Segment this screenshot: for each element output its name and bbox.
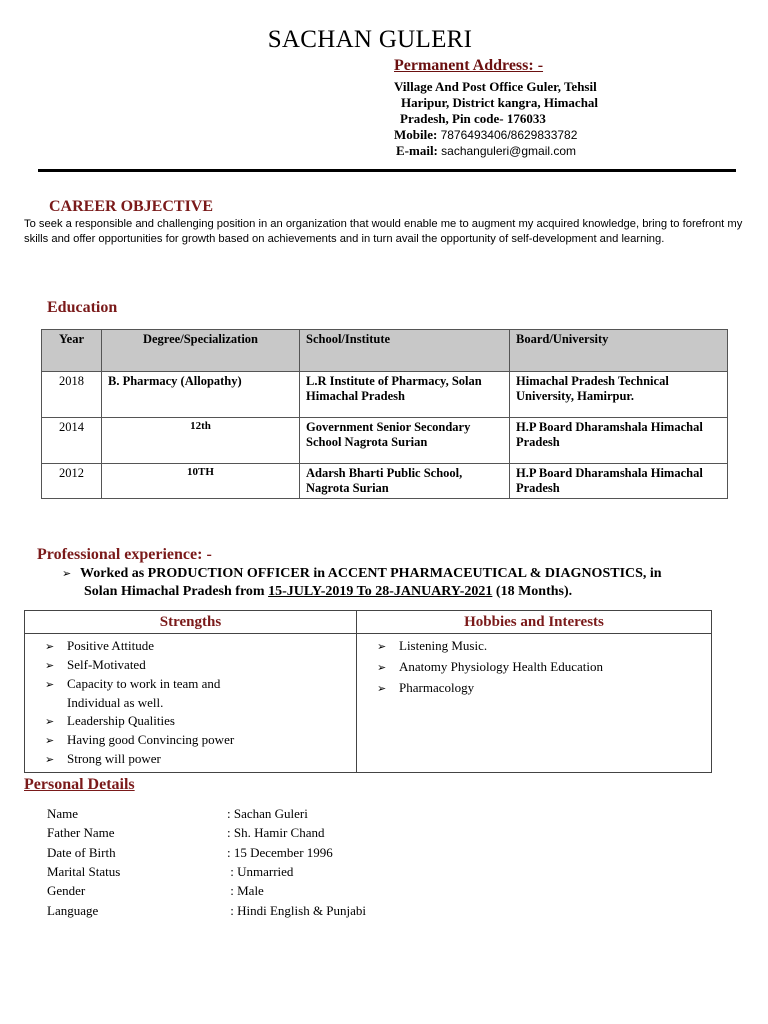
list-item-continued: Individual as well. (67, 695, 164, 710)
hobbies-list (357, 634, 712, 773)
degree-cell: B. Pharmacy (Allopathy) (102, 372, 300, 418)
degree-cell: 12th (102, 418, 300, 464)
board-cell: H.P Board Dharamshala Himachal Pradesh (510, 464, 728, 499)
school-cell: Government Senior Secondary School Nagrota Surian (300, 418, 510, 464)
list-item: ➢ Strong will power (45, 750, 356, 769)
education-table (41, 329, 728, 499)
address-line-1: Village And Post Office Guler, Tehsil (394, 79, 597, 94)
arrow-bullet-icon: ➢ (62, 567, 72, 580)
list-item: ➢ Capacity to work in team and (45, 675, 356, 694)
personal-label-marital: Marital Status (47, 864, 121, 879)
list-item: ➢ Positive Attitude (45, 637, 356, 656)
address-line-3: Pradesh, Pin code- 176033 (400, 111, 546, 126)
col-header-degree: Degree/Specialization (102, 330, 300, 372)
col-header-school: School/Institute (300, 330, 510, 372)
list-item: ➢ Pharmacology (377, 679, 711, 698)
career-objective-text: To seek a responsible and challenging position in an organization that would enable me to augment my acquired knowledge, bring to forefront my skills and offer opportunities for growth based on achievements and in turn avail the opportunity of self-development and learning. (24, 218, 743, 245)
career-objective-title: CAREER OBJECTIVE (49, 198, 214, 215)
personal-label-dob: Date of Birth (47, 845, 116, 860)
table-row (42, 418, 728, 464)
personal-value-marital: : Unmarried (227, 864, 294, 879)
personal-label-father: Father Name (47, 825, 115, 840)
experience-title: Professional experience: - (37, 546, 212, 563)
arrow-bullet-icon: ➢ (45, 715, 55, 728)
header-divider (38, 169, 736, 172)
personal-value-language: : Hindi English & Punjabi (227, 903, 367, 918)
strengths-hobbies-table (24, 610, 712, 773)
year-cell: 2012 (42, 464, 102, 499)
personal-label-gender: Gender (47, 883, 86, 898)
table-row (42, 372, 728, 418)
experience-line-2 (84, 584, 572, 600)
address-heading: Permanent Address: - (394, 57, 544, 74)
school-cell: L.R Institute of Pharmacy, Solan Himachal Pradesh (300, 372, 510, 418)
board-cell: H.P Board Dharamshala Himachal Pradesh (510, 418, 728, 464)
resume-name: SACHAN GULERI (267, 26, 473, 53)
experience-text-1: Worked as PRODUCTION OFFICER in ACCENT PHARMACEUTICAL & DIAGNOSTICS, in (80, 566, 662, 581)
personal-value-dob: : 15 December 1996 (227, 845, 333, 860)
experience-line-1 (62, 566, 662, 582)
email-label: E-mail: (396, 143, 438, 158)
arrow-bullet-icon: ➢ (377, 661, 387, 674)
personal-value-gender: : Male (227, 883, 264, 898)
personal-label-language: Language (47, 903, 99, 918)
education-header-row (42, 330, 728, 372)
degree-cell: 10TH (102, 464, 300, 499)
hobbies-title: Hobbies and Interests (357, 611, 712, 634)
school-cell: Adarsh Bharti Public School, Nagrota Surian (300, 464, 510, 499)
arrow-bullet-icon: ➢ (45, 678, 55, 691)
strengths-list (25, 634, 357, 773)
arrow-bullet-icon: ➢ (45, 753, 55, 766)
experience-text-2-prefix: Solan Himachal Pradesh from (84, 584, 269, 599)
strengths-title: Strengths (25, 611, 357, 634)
arrow-bullet-icon: ➢ (45, 659, 55, 672)
table-row (42, 464, 728, 499)
arrow-bullet-icon: ➢ (377, 682, 387, 695)
arrow-bullet-icon: ➢ (377, 640, 387, 653)
education-title: Education (47, 299, 118, 316)
year-cell: 2014 (42, 418, 102, 464)
personal-label-name: Name (47, 806, 79, 821)
personal-details-title: Personal Details (24, 776, 135, 793)
arrow-bullet-icon: ➢ (45, 734, 55, 747)
list-item: ➢ Self-Motivated (45, 656, 356, 675)
experience-dates: 15-JULY-2019 To 28-JANUARY-2021 (268, 584, 493, 599)
col-header-board: Board/University (510, 330, 728, 372)
address-line-2: Haripur, District kangra, Himachal (401, 95, 599, 110)
list-item: ➢ Listening Music. (377, 637, 711, 656)
experience-text-2-suffix: (18 Months). (492, 584, 573, 599)
list-item: ➢ Leadership Qualities (45, 712, 356, 731)
board-cell: Himachal Pradesh Technical University, Hamirpur. (510, 372, 728, 418)
mobile-value: 7876493406/8629833782 (440, 128, 578, 142)
email-line (396, 143, 576, 159)
mobile-line (394, 127, 577, 143)
list-item: ➢ Having good Convincing power (45, 731, 356, 750)
arrow-bullet-icon: ➢ (45, 640, 55, 653)
col-header-year: Year (42, 330, 102, 372)
list-item: ➢ Anatomy Physiology Health Education (377, 658, 711, 677)
personal-value-name: : Sachan Guleri (227, 806, 308, 821)
email-value[interactable]: sachanguleri@gmail.com (441, 144, 577, 158)
mobile-label: Mobile: (394, 127, 438, 142)
personal-value-father: : Sh. Hamir Chand (227, 825, 325, 840)
year-cell: 2018 (42, 372, 102, 418)
